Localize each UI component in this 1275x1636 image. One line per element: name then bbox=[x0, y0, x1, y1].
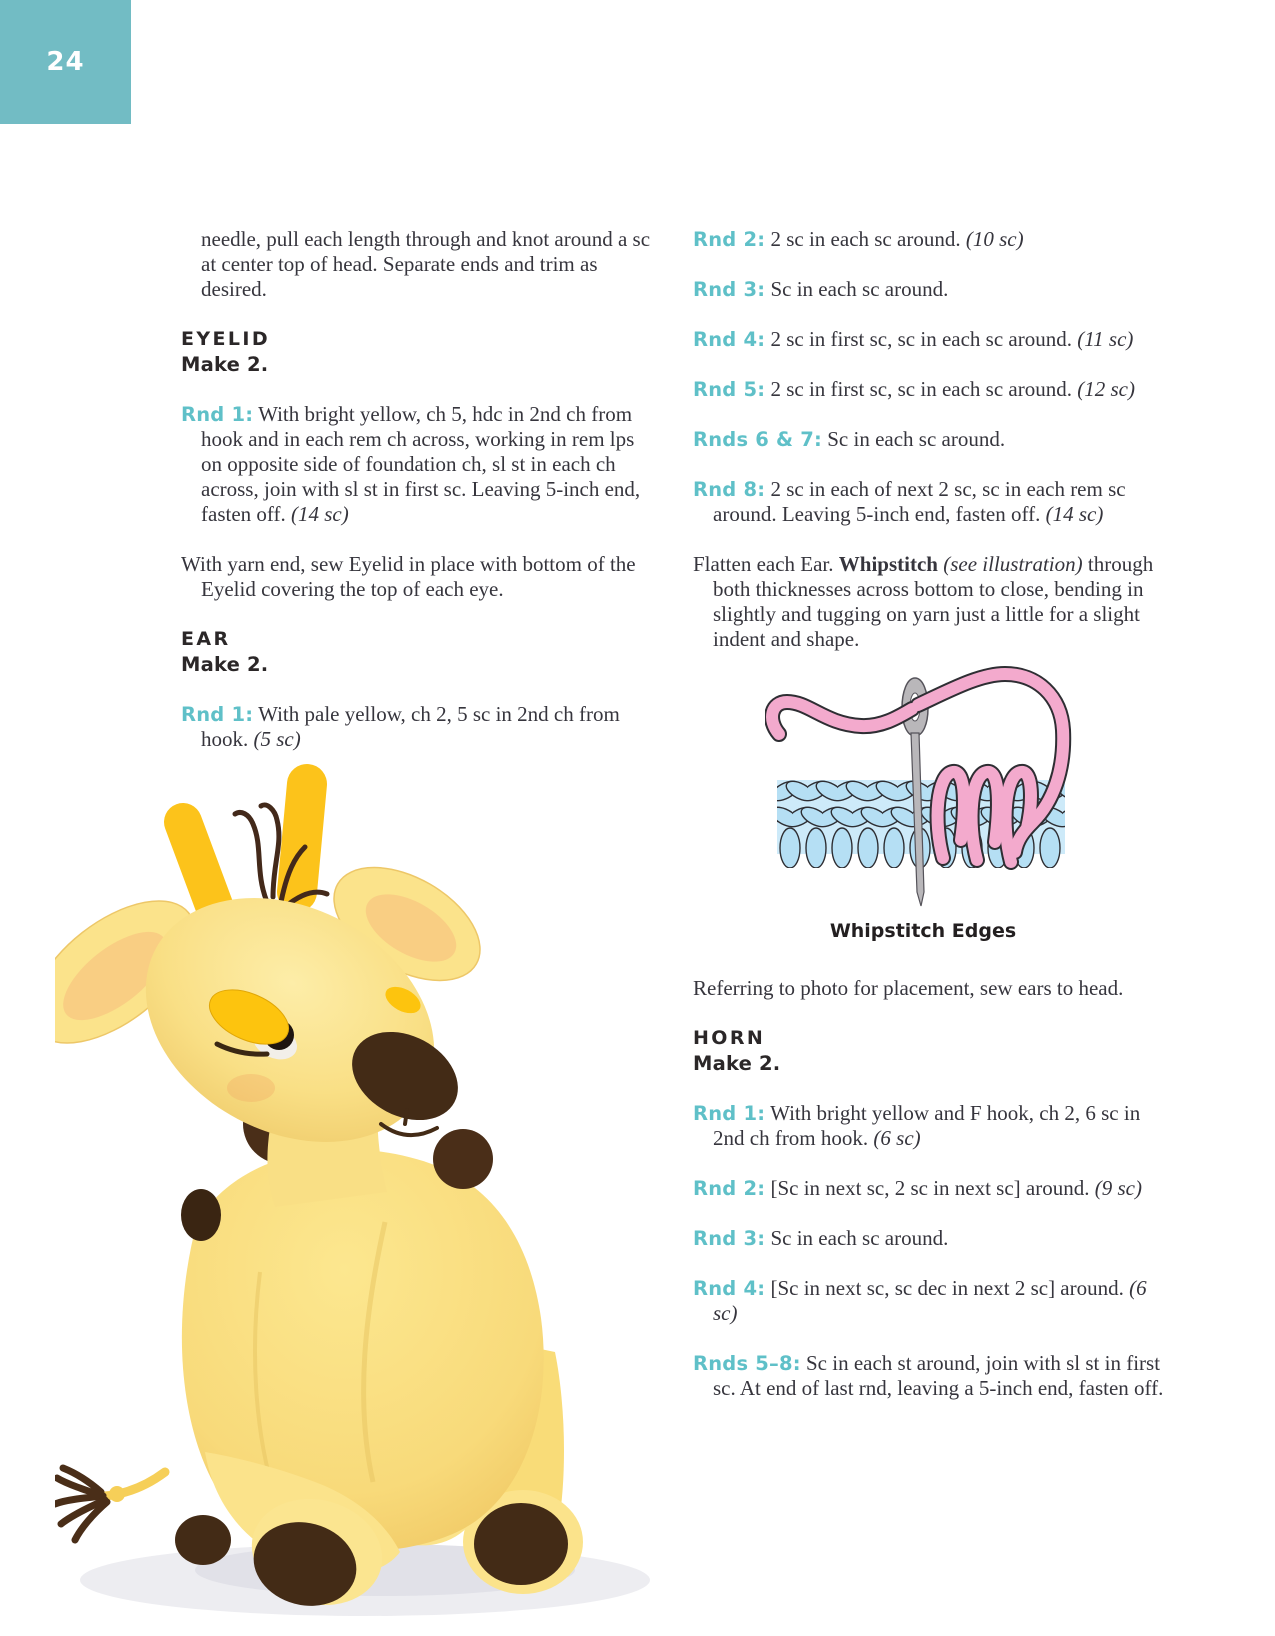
round-text: With pale yellow, ch 2, 5 sc in 2nd ch from hook. bbox=[201, 702, 620, 751]
horn-round-1 bbox=[693, 1101, 1169, 1151]
ear-heading-group bbox=[181, 627, 655, 677]
round-text: Sc in each sc around. bbox=[770, 277, 949, 301]
page-number-block bbox=[0, 0, 131, 124]
whipstitch-term: Whipstitch bbox=[838, 552, 938, 576]
left-column bbox=[181, 227, 655, 777]
horn-heading-group bbox=[693, 1026, 1169, 1076]
round-text: [Sc in next sc, sc dec in next 2 sc] around. bbox=[770, 1276, 1124, 1300]
giraffe-horns bbox=[183, 784, 307, 908]
whipstitch-figure bbox=[693, 662, 1169, 943]
eyelid-round-1 bbox=[181, 402, 655, 527]
round-text: Sc in each st around, join with sl st in first sc. At end of last rnd, leaving a 5-inch end, fasten off. bbox=[713, 1351, 1164, 1400]
stitch-count: (14 sc) bbox=[291, 502, 349, 526]
page-number: 24 bbox=[46, 47, 85, 77]
giraffe-tail bbox=[55, 1468, 165, 1540]
cheek-blush bbox=[227, 1074, 275, 1102]
stitch-count: (14 sc) bbox=[1045, 502, 1104, 526]
horn-rounds-5-8 bbox=[693, 1351, 1169, 1401]
ear-make-count: Make 2. bbox=[181, 653, 269, 676]
ear-round-1 bbox=[181, 702, 655, 752]
ear-round-3 bbox=[693, 277, 1169, 302]
horn-round-4 bbox=[693, 1276, 1169, 1326]
horn-make-count: Make 2. bbox=[693, 1052, 781, 1075]
round-label: Rnd 3: bbox=[693, 1227, 766, 1250]
ear-heading: EAR bbox=[181, 628, 231, 650]
flatten-ear-note bbox=[693, 552, 1169, 652]
leg-spot bbox=[175, 1515, 231, 1565]
round-label: Rnd 2: bbox=[693, 228, 766, 251]
see-illustration-ref: (see illustration) bbox=[943, 552, 1083, 576]
round-label: Rnds 6 & 7: bbox=[693, 428, 822, 451]
ear-rounds-6-7 bbox=[693, 427, 1169, 452]
note-text: through both thicknesses across bottom to close, bending in slightly and tugging on yarn just a little for a slight indent and shape. bbox=[713, 552, 1154, 651]
horn-round-2 bbox=[693, 1176, 1169, 1201]
ear-round-5 bbox=[693, 377, 1169, 402]
stitch-count: (10 sc) bbox=[965, 227, 1024, 251]
eyelid-heading: EYELID bbox=[181, 328, 271, 350]
stitch-count: (9 sc) bbox=[1094, 1176, 1142, 1200]
eyelid-heading-group bbox=[181, 327, 655, 377]
stitch-count: (11 sc) bbox=[1077, 327, 1134, 351]
eyelid-make-count: Make 2. bbox=[181, 353, 269, 376]
hind-hoof bbox=[474, 1503, 568, 1585]
round-label: Rnd 8: bbox=[693, 478, 766, 501]
round-text: Sc in each sc around. bbox=[827, 427, 1006, 451]
horn-heading: HORN bbox=[693, 1027, 766, 1049]
round-label: Rnd 4: bbox=[693, 328, 766, 351]
eyelid-note: With yarn end, sew Eyelid in place with bottom of the Eyelid covering the top of each eye. bbox=[181, 552, 636, 601]
round-label: Rnd 1: bbox=[181, 703, 254, 726]
intro-paragraph: needle, pull each length through and knot around a sc at center top of head. Separate ends and trim as desired. bbox=[201, 227, 651, 301]
referring-note: Referring to photo for placement, sew ears to head. bbox=[693, 976, 1124, 1000]
round-text: 2 sc in first sc, sc in each sc around. bbox=[770, 377, 1072, 401]
round-label: Rnd 2: bbox=[693, 1177, 766, 1200]
round-text: Sc in each sc around. bbox=[770, 1226, 949, 1250]
ear-round-8 bbox=[693, 477, 1169, 527]
round-text: 2 sc in first sc, sc in each sc around. bbox=[770, 327, 1072, 351]
horn-left bbox=[183, 822, 215, 908]
stitch-count: (6 sc) bbox=[713, 1276, 1147, 1325]
round-text: With bright yellow and F hook, ch 2, 6 sc in 2nd ch from hook. bbox=[713, 1101, 1141, 1150]
horn-round-3 bbox=[693, 1226, 1169, 1251]
tail-tassel bbox=[55, 1468, 107, 1540]
note-text: Flatten each Ear. bbox=[693, 552, 834, 576]
round-text: 2 sc in each sc around. bbox=[770, 227, 961, 251]
round-text: With bright yellow, ch 5, hdc in 2nd ch from hook and in each rem ch across, working in rem lps on opposite side of foundation ch, sl st in each ch across, join with sl st in first sc. Leaving 5-inch end, fasten off. bbox=[201, 402, 641, 526]
stitch-count: (6 sc) bbox=[873, 1126, 921, 1150]
round-label: Rnd 4: bbox=[693, 1277, 766, 1300]
horn-right bbox=[297, 784, 307, 892]
right-column bbox=[693, 227, 1169, 1426]
ear-round-2 bbox=[693, 227, 1169, 252]
stitch-count: (5 sc) bbox=[253, 727, 301, 751]
whipstitch-illustration bbox=[765, 662, 1081, 907]
round-label: Rnd 3: bbox=[693, 278, 766, 301]
round-label: Rnd 5: bbox=[693, 378, 766, 401]
giraffe-photo bbox=[55, 752, 655, 1631]
ear-round-4 bbox=[693, 327, 1169, 352]
round-text: 2 sc in each of next 2 sc, sc in each rem sc around. Leaving 5-inch end, fasten off. bbox=[713, 477, 1126, 526]
round-label: Rnd 1: bbox=[693, 1102, 766, 1125]
figure-caption: Whipstitch Edges bbox=[829, 920, 1017, 942]
stitch-count: (12 sc) bbox=[1077, 377, 1135, 401]
round-text: [Sc in next sc, 2 sc in next sc] around. bbox=[770, 1176, 1090, 1200]
round-label: Rnds 5–8: bbox=[693, 1352, 801, 1375]
round-label: Rnd 1: bbox=[181, 403, 254, 426]
